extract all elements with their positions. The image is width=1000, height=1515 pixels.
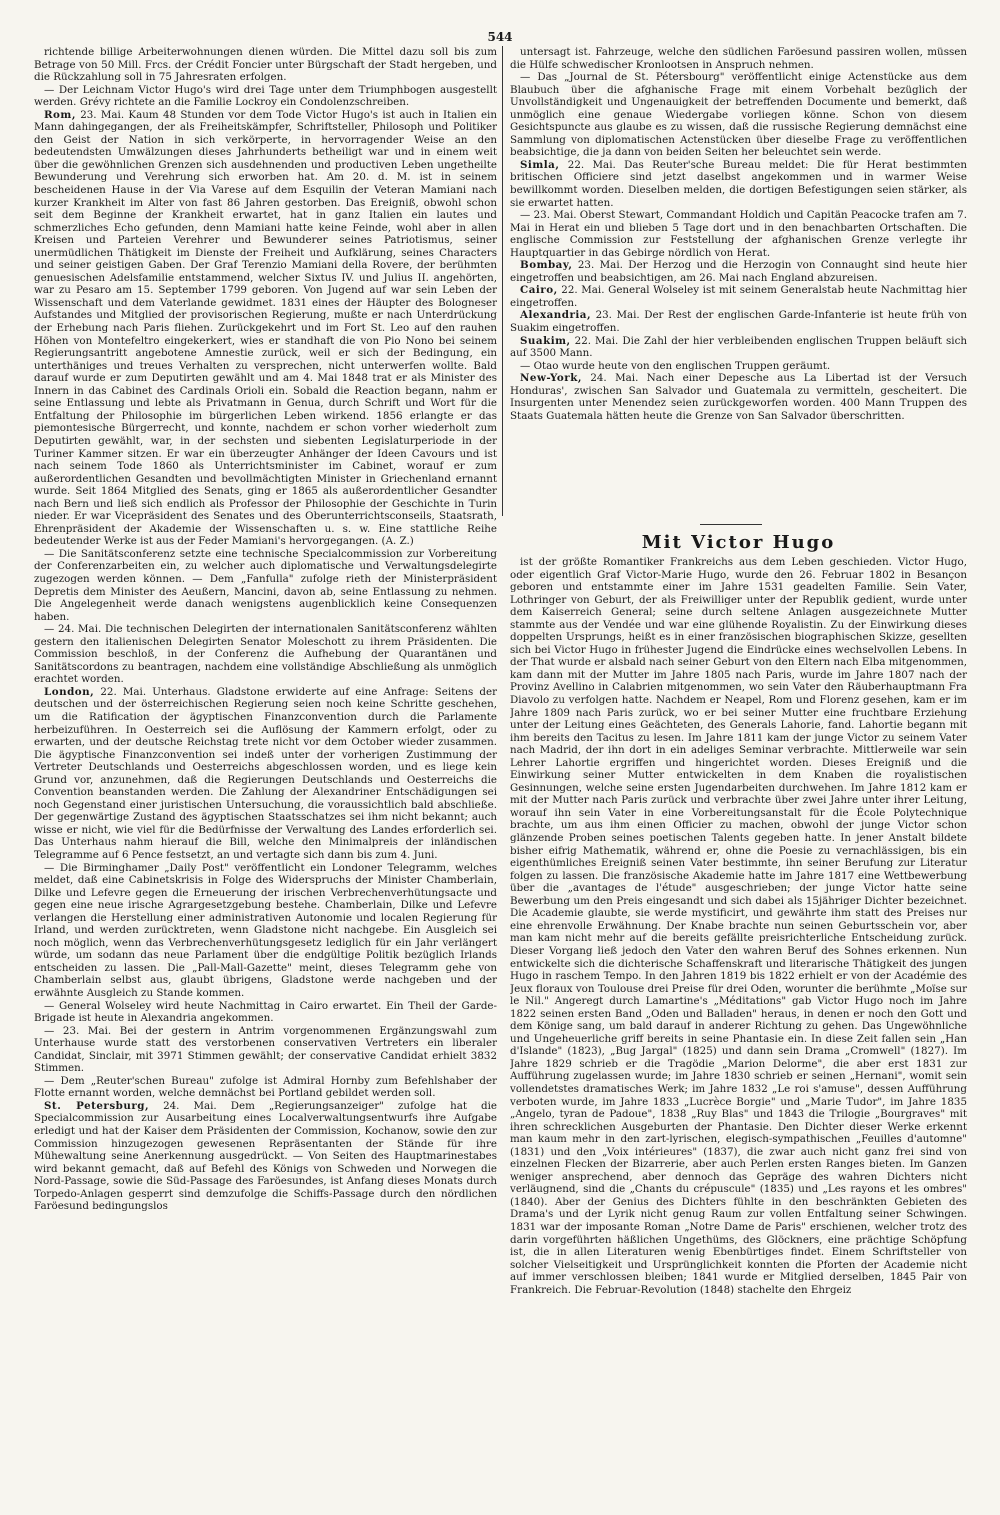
news-paragraph — [34, 686, 497, 862]
news-paragraph — [34, 1100, 497, 1213]
paragraph-text: 22. Mai. Unterhaus. Gladstone erwiderte auf eine Anfrage: Seitens der deutschen und der österreichischen Regierung seien noch keine Schritte geschehen, um die Ratification der ägyptischen Finanzconvention durch die Parlamente herbeizuführen. In Oesterreich sei die Auflösung der Kammern erfolgt, oder zu erwarten, und der deutsche Reichstag trete nicht vor dem October wieder zusammen. Die ägyptische Finanzconvention sei indeß unter der vorherigen Zustimmung der Vertreter Deutschlands und Oesterreichs abgeschlossen worden, und es liege kein Grund vor, anzunehmen, daß die Regierungen Deutschlands und Oesterreichs die Convention beanstanden werden. Die Zahlung der Alexandriner Entschädigungen sei noch Gegenstand einer juristischen Untersuchung, die voraussichtlich bald abschließe. Der gegenwärtige Zustand des ägyptischen Staatsschatzes sei ihm nicht bekannt; auch wisse er nicht, wie viel für die Bedürfnisse der Verwaltung des Landes erforderlich sei. Das Unterhaus nahm hierauf die Bill, welche den Minimalpreis der inländischen Telegramme auf 6 Pence festsetzt, an und vertagte sich dann bis zum 4. Juni. — [34, 685, 497, 861]
news-paragraph — [510, 209, 967, 259]
dateline: Bombay, — [520, 259, 573, 272]
paragraph-text: — 23. Mai. Oberst Stewart, Commandant Holdich und Capitän Peacocke trafen am 7. Mai in Herat ein und blieben 5 Tage dort und in den benachbarten Ortschaften. Die englische Commission zur Feststellung der afghanischen Grenze verlegte ihr Hauptquartier in das Gebirge nördlich von Herat. — [510, 209, 967, 259]
paragraph-text: — General Wolseley wird heute Nachmittag in Cairo erwartet. Ein Theil der Garde-Brigade ist heute in Alexandria angekommen. — [34, 999, 497, 1025]
news-paragraph — [510, 556, 967, 1296]
news-paragraph — [510, 259, 967, 284]
news-paragraph — [34, 109, 497, 548]
paragraph-text: richtende billige Arbeiterwohnungen dienen würden. Die Mittel dazu soll bis zum Betrage von 50 Mill. Frcs. der Crédit Foncier unter Bürgschaft der Stadt hergeben, und die Rückzahlung soll in 75 Jahresraten erfolgen. — [34, 46, 497, 84]
column-divider — [502, 46, 503, 516]
paragraph-text: 23. Mai. Kaum 48 Stunden vor dem Tode Victor Hugo's ist auch in Italien ein Mann dahingegangen, der als Freiheitskämpfer, Schriftsteller, Philosoph und Politiker den Geist der Nation in sich verkörperte, in hervorragender Weise an den bedeutendsten Umwälzungen dieses Jahrhunderts betheiligt war und in einem weit über die gewöhnlichen Grenzen sich ausdehnenden und productiven Leben ungetheilte Bewunderung und Verehrung sich erworben hat. Am 20. d. M. ist in seinem bescheidenen Hause in der Via Varese auf dem Esquilin der Veteran Mamiani nach kurzer Krankheit im Alter von fast 86 Jahren gestorben. Das Ereigniß, obwohl schon seit dem Beginne der Krankheit erwartet, hat in ganz Italien ein lautes und schmerzliches Echo gefunden, denn Mamiani hatte keine Feinde, wohl aber in allen Kreisen und Parteien Verehrer und Bewunderer seines Patriotismus, seiner unermüdlichen Thätigkeit im Dienste der Freiheit und Aufklärung, seines Characters und seiner geistigen Gaben. Der Graf Terenzio Mamiani della Rovere, der berühmten genuesischen Adelsfamilie entstammend, welcher Sixtus IV. und Julius II. angehörten, war zu Pesaro am 15. September 1799 geboren. Von Jugend auf war sein Leben der Wissenschaft und dem Vaterlande gewidmet. 1831 eines der Häupter des Bologneser Aufstandes und Mitglied der provisorischen Regierung, mußte er nach Unterdrückung der Erhebung nach Paris fliehen. Zurückgekehrt und im Fort St. Leo auf den rauhen Höhen von Montefeltro eingekerkert, wies er standhaft die von Pio Nono bei seinem Regierungsantritt angebotene Amnestie zurück, weil er sich der Bedingung, ein unterthäniges und treues Verhalten zu versprechen, nicht unterwerfen wollte. Bald darauf wurde er zum Deputirten gewählt und am 4. Mai 1848 trat er als Minister des Innern in das Cabinet des Cardinals Orioli ein. Sobald die Reaction begann, nahm er seine Entlassung und lebte als Privatmann in Genua, durch Schrift und Wort für die Entfaltung der Philosophie im bürgerlichen Leben wirkend. 1856 erlangte er das piemontesische Bürgerrecht, und konnte, nachdem er schon vorher wiederholt zum Deputirten gewählt, war, in der sechsten und siebenten Legislaturperiode in der Turiner Kammer sitzen. Er war ein überzeugter Anhänger der Ideen Cavours und ist nach seinem Tode 1860 als Unterrichtsminister im Cabinet, worauf er zum außerordentlichen Gesandten und bevollmächtigten Minister in Griechenland ernannt wurde. Seit 1864 Mitglied des Senats, ging er 1865 als außerordentlicher Gesandter nach Bern und ließ sich endlich als Professor der Philosophie der Geschichte in Turin nieder. Er war Vicepräsident des Senates und des Oberunterrichtsconseils, Staatsrath, Ehrenpräsident der Akademie der Wissenschaften u. s. w. Eine stattliche Reihe bedeutender Werke ist aus der Feder Mamiani's hervorgegangen. (A. Z.) — [34, 108, 497, 548]
paragraph-text: — 24. Mai. Die technischen Delegirten der internationalen Sanitätsconferenz wählten gestern den italienischen Delegirten Senator Moleschott zu ihrem Präsidenten. Die Commission beschloß, in der Conferenz die Aufhebung der Quarantänen und Sanitätscordons zu beantragen, nachdem eine vollständige Abschließung als unmöglich erachtet worden. — [34, 623, 497, 686]
paragraph-text: — Die Birminghamer „Daily Post" veröffentlicht ein Londoner Telegramm, welches meldet, daß eine Cabinetskrisis in Folge des Widerspruchs der Minister Chamberlain, Dilke und Lefevre gegen die Erneuerung der irischen Verbrechenverhütungsacte und gegen eine neue irische Agrargesetzgebung bestehe. Chamberlain, Dilke und Lefevre verlangen die Herstellung einer administrativen Autonomie und localen Regierung für Irland, und werden zurücktreten, wenn Gladstone nicht nachgebe. Ein Ausgleich sei noch möglich, wenn das Verbrechenverhütungsgesetz lediglich für ein Jahr verlängert würde, um sodann das neue Parlament über die endgültige Politik bezüglich Irlands entscheiden zu lassen. Die „Pall-Mall-Gazette" meint, dieses Telegramm gehe von Chamberlain selbst aus, glaubt übrigens, Gladstone werde nachgeben und der erwähnte Ausgleich zu Stande kommen. — [34, 861, 497, 1000]
news-paragraph — [510, 335, 967, 360]
paragraph-text: — Das „Journal de St. Pétersbourg" veröffentlicht einige Actenstücke aus dem Blaubuch über die afghanische Frage mit einem Vorbehalt bezüglich der Unvollständigkeit und Ungenauigkeit der betreffenden Documente und bemerkt, daß unmöglich eine genaue Wiedergabe vorliegen könne. Schon von diesem Gesichtspuncte aus glaube es zu wissen, daß die russische Regierung demnächst eine Sammlung von diplomatischen Actenstücken über dieselbe Frage zu veröffentlichen beabsichtige, die ja dann von beiden Seiten her beleuchtet sein werde. — [510, 71, 967, 159]
section-rule — [700, 524, 762, 525]
right-news-column — [510, 46, 967, 509]
paragraph-text: — Die Sanitätsconferenz setzte eine technische Specialcommission zur Vorbereitung der Conferenzarbeiten ein, zu welcher auch diplomatische und Verwaltungsdelegirte zugezogen werden können. — Dem „Fanfulla" zufolge rieth der Ministerpräsident Depretis dem Minister des Aeußern, Mancini, davon ab, seine Entlassung zu nehmen. Die Angelegenheit werde danach wenigstens augenblicklich keine Consequenzen haben. — [34, 547, 497, 623]
news-paragraph — [510, 372, 967, 422]
page-number: 544 — [487, 30, 513, 44]
paragraph-text: — Der Leichnam Victor Hugo's wird drei Tage unter dem Triumphbogen ausgestellt werden. Grévy richtete an die Familie Lockroy ein Condolenzschreiben. — [34, 83, 497, 109]
dateline: Cairo, — [520, 284, 558, 297]
news-paragraph — [34, 1025, 497, 1075]
news-paragraph — [34, 84, 497, 109]
feature-article-column — [510, 556, 967, 1508]
paragraph-text: — Otao wurde heute von den englischen Truppen geräumt. — [520, 359, 831, 372]
paragraph-text: 22. Mai. General Wolseley ist mit seinem Generalstab heute Nachmittag hier eingetroffen. — [510, 284, 967, 309]
dateline: New-York, — [520, 372, 582, 385]
news-paragraph — [34, 1075, 497, 1100]
paragraph-text: 23. Mai. Der Herzog und die Herzogin von Connaught sind heute hier eingetroffen und beabsichtigen, am 26. Mai nach England abzureisen. — [510, 259, 967, 284]
paragraph-text: ist der größte Romantiker Frankreichs aus dem Leben geschieden. Victor Hugo, oder eigentlich Graf Victor-Marie Hugo, wurde den 26. Februar 1802 in Besançon geboren und entstammte einer im Jahre 1531 geadelten Familie. Sein Vater, Lothringer von Geburt, der als Freiwilliger unter der Republik gedient, wurde unter dem Kaiserreich General; seine durch seltene Anlagen ausgezeichnete Mutter stammte aus der Vendée und war eine glühende Royalistin. Zu der Einwirkung dieses doppelten Ursprungs, heißt es in einer französischen biographischen Skizze, gesellten sich bei Victor Hugo in frühester Jugend die Eindrücke eines wechselvollen Lebens. In der That wurde er alsbald nach seiner Geburt von den Eltern nach Elba mitgenommen, kam dann mit der Mutter im Jahre 1805 nach Paris, wurde im Jahre 1807 nach der Provinz Avellino in Calabrien mitgenommen, wo sein Vater den Räuberhauptmann Fra Diavolo zu verfolgen hatte. Nachdem er Neapel, Rom und Florenz gesehen, kam er im Jahre 1809 nach Paris zurück, wo er bei seiner Mutter eine fruchtbare Erziehung unter der Leitung eines Geächteten, des Generals Lahorie, fand. Lahortie begann mit ihm bereits den Tacitus zu lesen. Im Jahre 1811 kam der junge Victor zu seinem Vater nach Madrid, der ihn dort in ein adeliges Seminar verbrachte. Mittlerweile war sein Lehrer Lahortie ergriffen und hingerichtet worden. Dieses Ereigniß und die Einwirkung seiner Mutter entwickelten in dem Knaben die royalistischen Gesinnungen, welche seine ersten Jugendarbeiten durchwehen. Im Jahre 1812 kam er mit der Mutter nach Paris zurück und verbrachte über zwei Jahre unter ihrer Leitung, worauf ihn sein Vater in eine Vorbereitungsanstalt für die École Polytechnique brachte, um aus ihm einen Officier zu machen, obwohl der junge Victor schon glänzende Proben seines poetischen Talents gegeben hatte. In jener Anstalt bildete bisher eifrig Mathematik, während er, ohne die Poesie zu vernachlässigen, bis ein eigenthümliches Ereigniß seinen Vater bestimmte, ihn seiner Berufung zur Literatur folgen zu lassen. Die französische Akademie hatte im Jahre 1817 eine Wettbewerbung über die „avantages de l'étude" ausgeschrieben; der junge Victor hatte seine Bewerbung um den Preis eingesandt und sich dabei als 15jähriger Dichter bezeichnet. Die Academie glaubte, sie werde mystificirt, und gewährte ihm statt des Preises nur eine ehrenvolle Erwähnung. Der Knabe brachte nun seinen Geburtsschein vor, aber man kam nicht mehr auf die bereits gefällte preisrichterliche Entscheidung zurück. Dieser Vorgang ließ jedoch den Vater den wahren Beruf des Sohnes erkennen. Nun entwickelte sich die dichterische Schaffenskraft und literarische Thätigkeit des jungen Hugo in raschem Tempo. In den Jahren 1819 bis 1822 erhielt er von der Académie des Jeux floraux von Toulouse drei Preise für drei Oden, worunter die berühmte „Moïse sur le Nil." Angeregt durch Lamartine's „Méditations" gab Victor Hugo noch im Jahre 1822 seinen ersten Band „Oden und Balladen" heraus, in denen er noch den Gott und dem Könige sang, um bald darauf in anderer Richtung zu gehen. Das Ungewöhnliche und Ungeheuerliche griff bereits in seine Phantasie ein. In diese Zeit fallen sein „Han d'Islande" (1823), „Bug Jargal" (1825) und dann sein Drama „Cromwell" (1827). Im Jahre 1829 schrieb er die Tragödie „Marion Delorme", die aber erst 1831 zur Aufführung zugelassen wurde; im Jahre 1830 schrieb er seinen „Hernani", womit sein vollendetstes dramatisches Werk; im Jahre 1832 „Le roi s'amuse", dessen Aufführung verboten wurde, im Jahre 1833 „Lucrèce Borgie" und „Marie Tudor", im Jahre 1835 „Angelo, tyran de Padoue", 1838 „Ruy Blas" und 1843 die Trilogie „Bourgraves" mit ihren schrecklichen Ausgeburten der Phantasie. Den Dichter dieser Werke erkennt man kaum mehr in den zart-lyrischen, elegisch-sympathischen „Feuilles d'automne" (1831) und den „Voix intérieures" (1837), die zwar auch nicht ganz frei sind von einzelnen Flecken der Bizarrerie, aber auch Perlen ersten Ranges bieten. Im Ganzen weniger ansprechend, aber dennoch das Gepräge des wahren Dichters nicht verläugnend, sind die „Chants du crépuscule" (1835) und „Les rayons et les ombres" (1840). Aber der Genius des Dichters fühlte in den beschränkten Gebieten des Drama's und der Lyrik nicht genug Raum zur vollen Entfaltung seiner Schwingen. 1831 war der imposante Roman „Notre Dame de Paris" erschienen, welcher trotz des darin vorgeführten häßlichen Ungethüms, des Glöckners, eine prächtige Schöpfung ist, die in allen Literaturen wenig Ebenbürtiges findet. Einem Schriftsteller von solcher Vielseitigkeit und Ursprünglichkeit konnten die Pforten der Academie nicht auf immer verschlossen bleiben; 1841 wurde er Mitglied derselben, 1845 Pair von Frankreich. Die Februar-Revolution (1848) stachelte den Ehrgeiz — [510, 556, 967, 1296]
news-paragraph — [510, 159, 967, 209]
paragraph-text: 22. Mai. Die Zahl der hier verbleibenden englischen Truppen beläuft sich auf 3500 Mann. — [510, 334, 967, 360]
paragraph-text: 23. Mai. Der Rest der englischen Garde-Infanterie ist heute früh von Suakim eingetroffen. — [510, 309, 967, 335]
news-paragraph — [510, 71, 967, 159]
paragraph-text: — 23. Mai. Bei der gestern in Antrim vorgenommenen Ergänzungswahl zum Unterhause wurde statt des verstorbenen conservativen Vertreters ein liberaler Candidat, Sinclair, mit 3971 Stimmen gewählt; der conservative Candidat erhielt 3832 Stimmen. — [34, 1024, 497, 1075]
feature-title: Mit Victor Hugo — [641, 532, 836, 553]
paragraph-text: 24. Mai. Dem „Regierungsanzeiger" zufolge hat die Specialcommission zur Ausarbeitung eines Localverwaltungsentwurfs ihre Aufgabe erledigt und hat der Kaiser dem Präsidenten der Commission, Kochanow, sowie den zur Commission hinzugezogen gewesenen Repräsentanten der Stände für ihre Mühewaltung seine Anerkennung ausgedrückt. — Von Seiten des Hauptmarinestabes wird bekannt gemacht, daß auf Befehl des Königs von Schweden und Norwegen die Nord-Passage, sowie die Süd-Passage des Faröesundes, ist Anfang dieses Monats durch Torpedo-Anlagen gesperrt sind demzufolge die Schiffs-Passage durch den nördlichen Faröesund bedingungslos — [34, 1099, 497, 1213]
paragraph-text: 22. Mai. Das Reuter'sche Bureau meldet: Die für Herat bestimmten britischen Officiere sind jetzt daselbst angekommen und in warmer Weise bewillkommt worden. Dieselben melden, die dortigen Befestigungen seien stärker, als sie erwartet hatten. — [510, 158, 967, 209]
paragraph-text: untersagt ist. Fahrzeuge, welche den südlichen Faröesund passiren wollen, müssen die Hülfe schwedischer Kronlootsen in Anspruch nehmen. — [510, 46, 967, 71]
dateline: London, — [44, 685, 95, 698]
dateline: Rom, — [44, 108, 76, 121]
dateline: St. Petersburg, — [44, 1099, 150, 1112]
dateline: Alexandria, — [520, 309, 592, 322]
dateline: Simla, — [520, 158, 560, 171]
news-paragraph — [510, 46, 967, 71]
news-paragraph — [510, 309, 967, 334]
news-paragraph — [34, 548, 497, 623]
left-news-column — [34, 46, 497, 1508]
news-paragraph — [34, 862, 497, 1000]
news-paragraph — [34, 1000, 497, 1025]
dateline: Suakim, — [520, 334, 571, 347]
news-paragraph — [510, 360, 967, 373]
news-paragraph — [510, 284, 967, 309]
paragraph-text: 24. Mai. Nach einer Depesche aus La Libertad ist der Versuch Honduras', zwischen San Salvador und Guatemala zu vermitteln, gescheitert. Die Insurgenten unter Menendez seien zurückgeworfen worden. 400 Mann Truppen des Staats Guatemala hätten heute die Grenze von San Salvador überschritten. — [510, 372, 967, 422]
paragraph-text: — Dem „Reuter'schen Bureau" zufolge ist Admiral Hornby zum Befehlshaber der Flotte ernannt worden, welche demnächst bei Portland gebildet werden soll. — [34, 1074, 497, 1100]
news-paragraph — [34, 623, 497, 686]
news-paragraph — [34, 46, 497, 84]
